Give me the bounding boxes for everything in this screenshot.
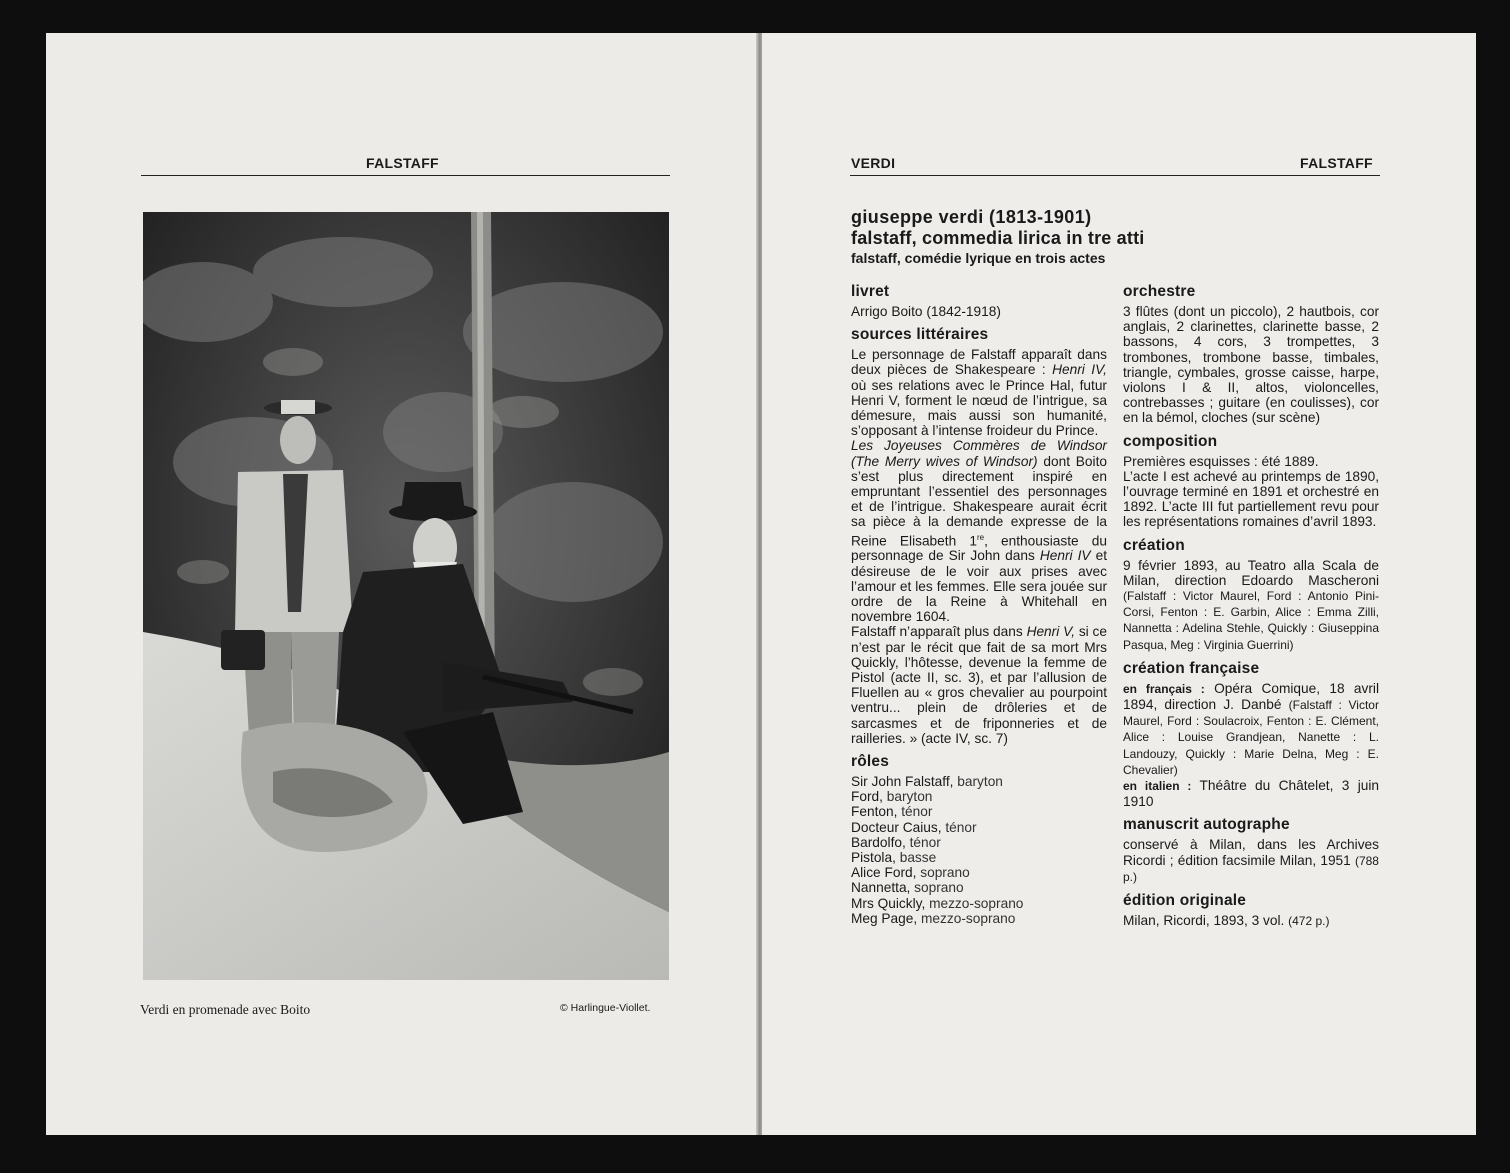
- left-running-head: FALSTAFF: [366, 155, 439, 171]
- section-creation-francaise: [1123, 660, 1379, 810]
- left-column: [851, 283, 1107, 933]
- role-item: Meg Page, mezzo-soprano: [851, 910, 1016, 926]
- photo-verdi-boito: [143, 212, 669, 980]
- section-heading: sources littéraires: [851, 326, 989, 344]
- right-header-rule: [850, 175, 1380, 176]
- role-item: Pistola, basse: [851, 850, 937, 866]
- section-sources: [851, 326, 1107, 746]
- left-header-rule: [141, 175, 670, 176]
- photo-caption: Verdi en promenade avec Boito: [140, 1002, 311, 1017]
- manuscrit-text: conservé à Milan, dans les Archives Ricordi ; édition facsimile Milan, 1951 (788 p.): [1123, 837, 1379, 884]
- work-title-french: falstaff, comédie lyrique en trois actes: [851, 250, 1106, 266]
- role-item: Alice Ford, soprano: [851, 865, 970, 881]
- section-heading: livret: [851, 283, 890, 300]
- section-composition: [1123, 433, 1379, 530]
- photo-credit: © Harlingue-Viollet.: [560, 1002, 651, 1014]
- work-title-italian: falstaff, commedia lirica in tre atti: [851, 228, 1145, 248]
- section-edition: [1123, 892, 1379, 929]
- section-heading: composition: [1123, 432, 1218, 450]
- section-creation: [1123, 537, 1379, 653]
- section-roles: [851, 753, 1107, 926]
- role-item: Nannetta, soprano: [851, 880, 964, 896]
- section-heading: orchestre: [1123, 283, 1196, 300]
- role-item: Ford, baryton: [851, 789, 933, 805]
- creation-text: 9 février 1893, au Teatro alla Scala de Milan, direction Edoardo Mascheroni (Falstaff : Victor Maurel, Ford : Antonio Pini-Corsi, Fenton : E. Garbin, Alice : Emma Zilli, Nannetta : Adelina Stehle, Quickly : Giuseppina Pasqua, Meg : Virginia Guerrini): [1123, 557, 1379, 652]
- role-item: Mrs Quickly, mezzo-soprano: [851, 895, 1024, 911]
- section-livret: [851, 283, 1107, 319]
- section-heading: création: [1123, 536, 1185, 554]
- creation-fr-text: en français : Opéra Comique, 18 avril 1894, direction J. Danbé (Falstaff : Victor Maurel, Ford : Soulacroix, Fenton : E. Clément, Alice : Louise Grandjean, Nanette : L. Landouzy, Quickly : Marie Delna, Meg : E. Chevalier) en italien : Théâtre du Châtelet, 3 juin 1910: [1123, 680, 1380, 810]
- section-heading: rôles: [851, 753, 890, 771]
- role-item: Docteur Caius, ténor: [851, 819, 977, 835]
- section-heading: édition originale: [1123, 892, 1247, 910]
- section-heading: création française: [1123, 659, 1260, 677]
- role-item: Bardolfo, ténor: [851, 834, 941, 850]
- composition-text: L’acte I est achevé au printemps de 1890, l’ouvrage terminé en 1891 et orchestré en 1892. L’acte III fut partiellement revu pour les représentations romaines d’avril 1893.: [1123, 468, 1379, 530]
- section-heading: manuscrit autographe: [1123, 816, 1290, 834]
- right-column: [1123, 283, 1379, 936]
- sources-paragraph: Le personnage de Falstaff apparaît dans deux pièces de Shakespeare : Henri IV, où ses relations avec le Prince Hal, futur Henri V, forment le nœud de l’intrigue, sa démesure, mais aussi son humanité, s’opposant à l’intense froideur du Prince. Les Joyeuses Commères de Windsor (The Merry wives of Windsor) dont Boito s’est plus directement inspiré en empruntant l’essentiel des personnages et de l’intrigue. Shakespeare aurait écrit sa pièce à la demande expresse de la Reine Elisabeth 1re, enthousiaste du personnage de Sir John dans Henri IV et désireuse de le voir aux prises avec l’amour et les femmes. Elle sera jouée sur ordre de la Reine à Whitehall en novembre 1604. Falstaff n’apparaît plus dans Henri V, si ce n’est par le récit que fait de sa mort Mrs Quickly, l’hôtesse, devenue la femme de Pistol (acte II, sc. 3), et par l’allusion de Fluellen au « gros chevalier au pourpoint ventru... plein de drôleries et de sarcasmes et de friponneries et de railleries. » (acte IV, sc. 7): [851, 347, 1108, 746]
- right-running-head-author: VERDI: [851, 155, 896, 171]
- role-item: Fenton, ténor: [851, 804, 933, 820]
- orchestration: 3 flûtes (dont un piccolo), 2 hautbois, cor anglais, 2 clarinettes, clarinette basse, 2 bassons, 4 cors, 3 trompettes, 3 trombones, trombone basse, timbales, triangle, cymbales, grosse caisse, harpe, violons I & II, altos, violoncelles, contrebasses ; guitare (en coulisses), cor en la bémol, cloches (sur scène): [1123, 304, 1379, 426]
- role-item: Sir John Falstaff, baryton: [851, 774, 1003, 790]
- section-manuscrit: [1123, 816, 1379, 885]
- work-title-block: [851, 207, 1381, 268]
- librettist: Arrigo Boito (1842-1918): [851, 304, 1001, 319]
- composer-title: giuseppe verdi (1813-1901): [851, 207, 1092, 227]
- composition-line: Premières esquisses : été 1889.: [1123, 453, 1319, 469]
- right-running-head-title: FALSTAFF: [1300, 155, 1373, 171]
- edition-text: Milan, Ricordi, 1893, 3 vol. (472 p.): [1123, 913, 1330, 929]
- section-orchestre: [1123, 283, 1379, 426]
